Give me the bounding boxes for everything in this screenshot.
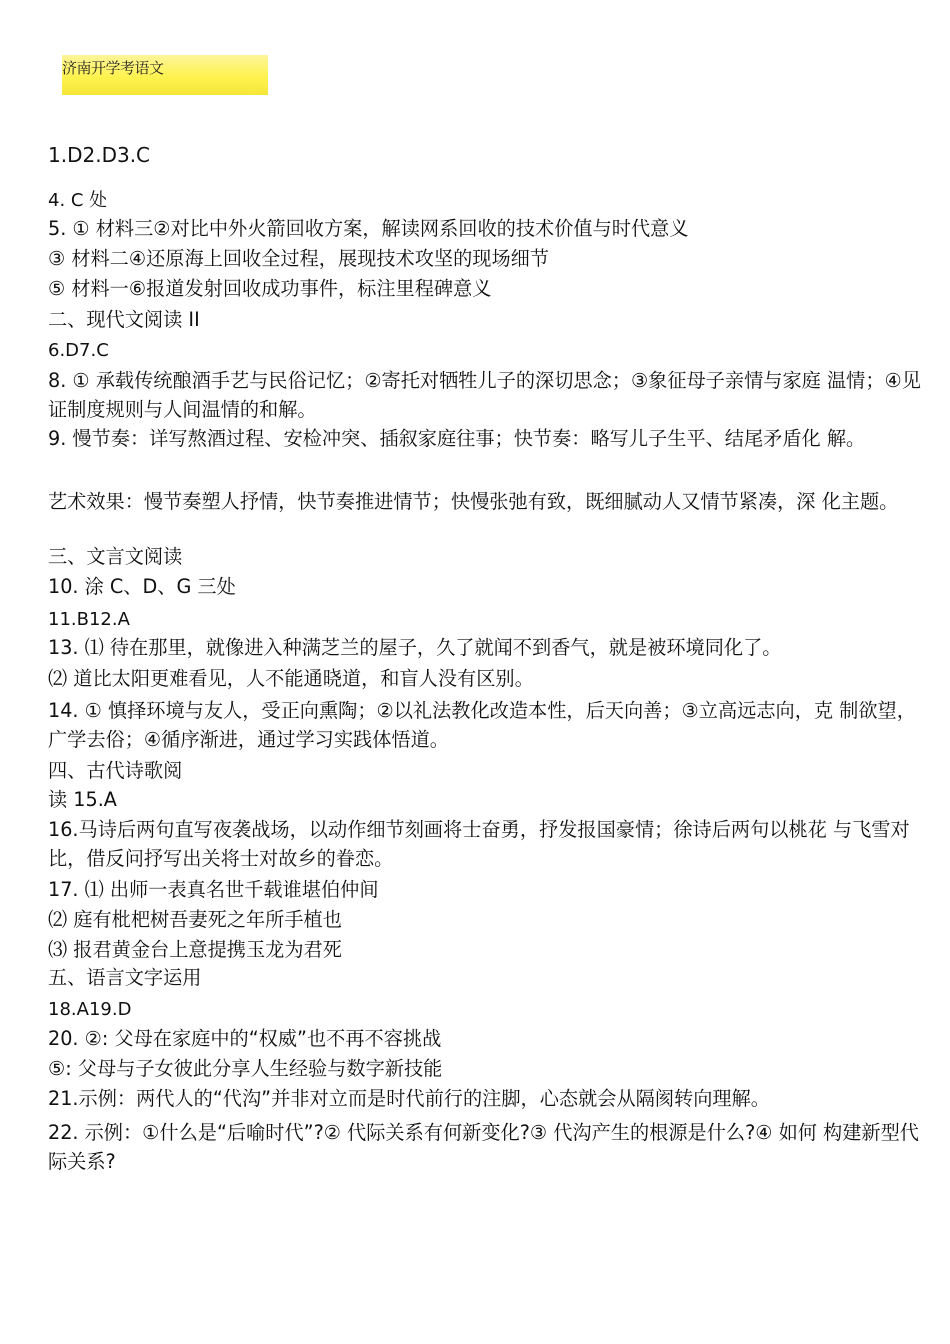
header-banner: [62, 55, 268, 95]
section-heading-modern-2: 二、现代文阅读 II: [48, 308, 200, 331]
answer-20-line1: 20. ②: 父母在家庭中的“权威”也不再不容挑战: [48, 1027, 442, 1050]
answer-21: 21.示例：两代人的“代沟”并非对立而是时代前行的注脚，心态就会从隔阂转向理解。: [48, 1087, 770, 1110]
answer-9-effect: 艺术效果：慢节奏塑人抒情，快节奏推进情节；快慢张弛有致，既细腻动人又情节紧凑，深 化主题。: [48, 490, 899, 513]
document-title: 济南开学考语文: [62, 59, 164, 77]
section-heading-language: 五、语言文字运用: [48, 966, 202, 989]
answer-1-3: 1.D2.D3.C: [48, 143, 151, 167]
section-heading-classical: 三、文言文阅读: [48, 545, 183, 568]
answer-6-7: 6.D7.C: [48, 340, 109, 361]
answer-13-1: 13. ⑴ 待在那里，就像进入种满芝兰的屋子，久了就闻不到香气，就是被环境同化了。: [48, 636, 782, 659]
answer-10: 10. 涂 C、D、G 三处: [48, 575, 236, 598]
answer-16: 16.马诗后两句直写夜袭战场，以动作细节刻画将士奋勇，抒发报国豪情；徐诗后两句以桃花 与飞雪对比，借反问抒写出关将士对故乡的眷恋。: [48, 818, 910, 870]
answer-17-3: ⑶ 报君黄金台上意提携玉龙为君死: [48, 938, 342, 961]
answer-17-2: ⑵ 庭有枇杷树吾妻死之年所手植也: [48, 908, 342, 931]
answer-5-line3: ⑤ 材料一⑥报道发射回收成功事件，标注里程碑意义: [48, 277, 492, 300]
answer-22: 22. 示例：①什么是“后喻时代”?② 代际关系有何新变化?③ 代沟产生的根源是什么?④ 如何 构建新型代际关系?: [48, 1121, 919, 1173]
answer-15: 读 15.A: [48, 788, 117, 811]
answer-8: 8. ① 承载传统酿酒手艺与民俗记忆；②寄托对牺牲儿子的深切思念；③象征母子亲情与家庭 温情；④见证制度规则与人间温情的和解。: [48, 369, 921, 421]
answer-11-12: 11.B12.A: [48, 609, 130, 630]
answer-13-2: ⑵ 道比太阳更难看见，人不能通晓道，和盲人没有区别。: [48, 667, 534, 690]
answer-5-line1: 5. ① 材料三②对比中外火箭回收方案，解读网系回收的技术价值与时代意义: [48, 217, 689, 240]
answer-14: 14. ① 慎择环境与友人，受正向熏陶；②以礼法教化改造本性，后天向善；③立高远志向，克 制欲望，广学去俗；④循序渐进，通过学习实践体悟道。: [48, 699, 916, 751]
answer-9: 9. 慢节奏：详写熬酒过程、安检冲突、插叙家庭往事；快节奏：略写儿子生平、结尾矛盾化 解。: [48, 427, 866, 450]
answer-20-line2: ⑤: 父母与子女彼此分享人生经验与数字新技能: [48, 1057, 443, 1080]
answer-4: 4. C 处: [48, 190, 108, 211]
answer-5-line2: ③ 材料二④还原海上回收全过程，展现技术攻坚的现场细节: [48, 247, 550, 270]
answer-18-19: 18.A19.D: [48, 999, 132, 1020]
answer-17-1: 17. ⑴ 出师一表真名世千载谁堪伯仲间: [48, 878, 379, 901]
section-heading-poetry: 四、古代诗歌阅: [48, 759, 183, 782]
